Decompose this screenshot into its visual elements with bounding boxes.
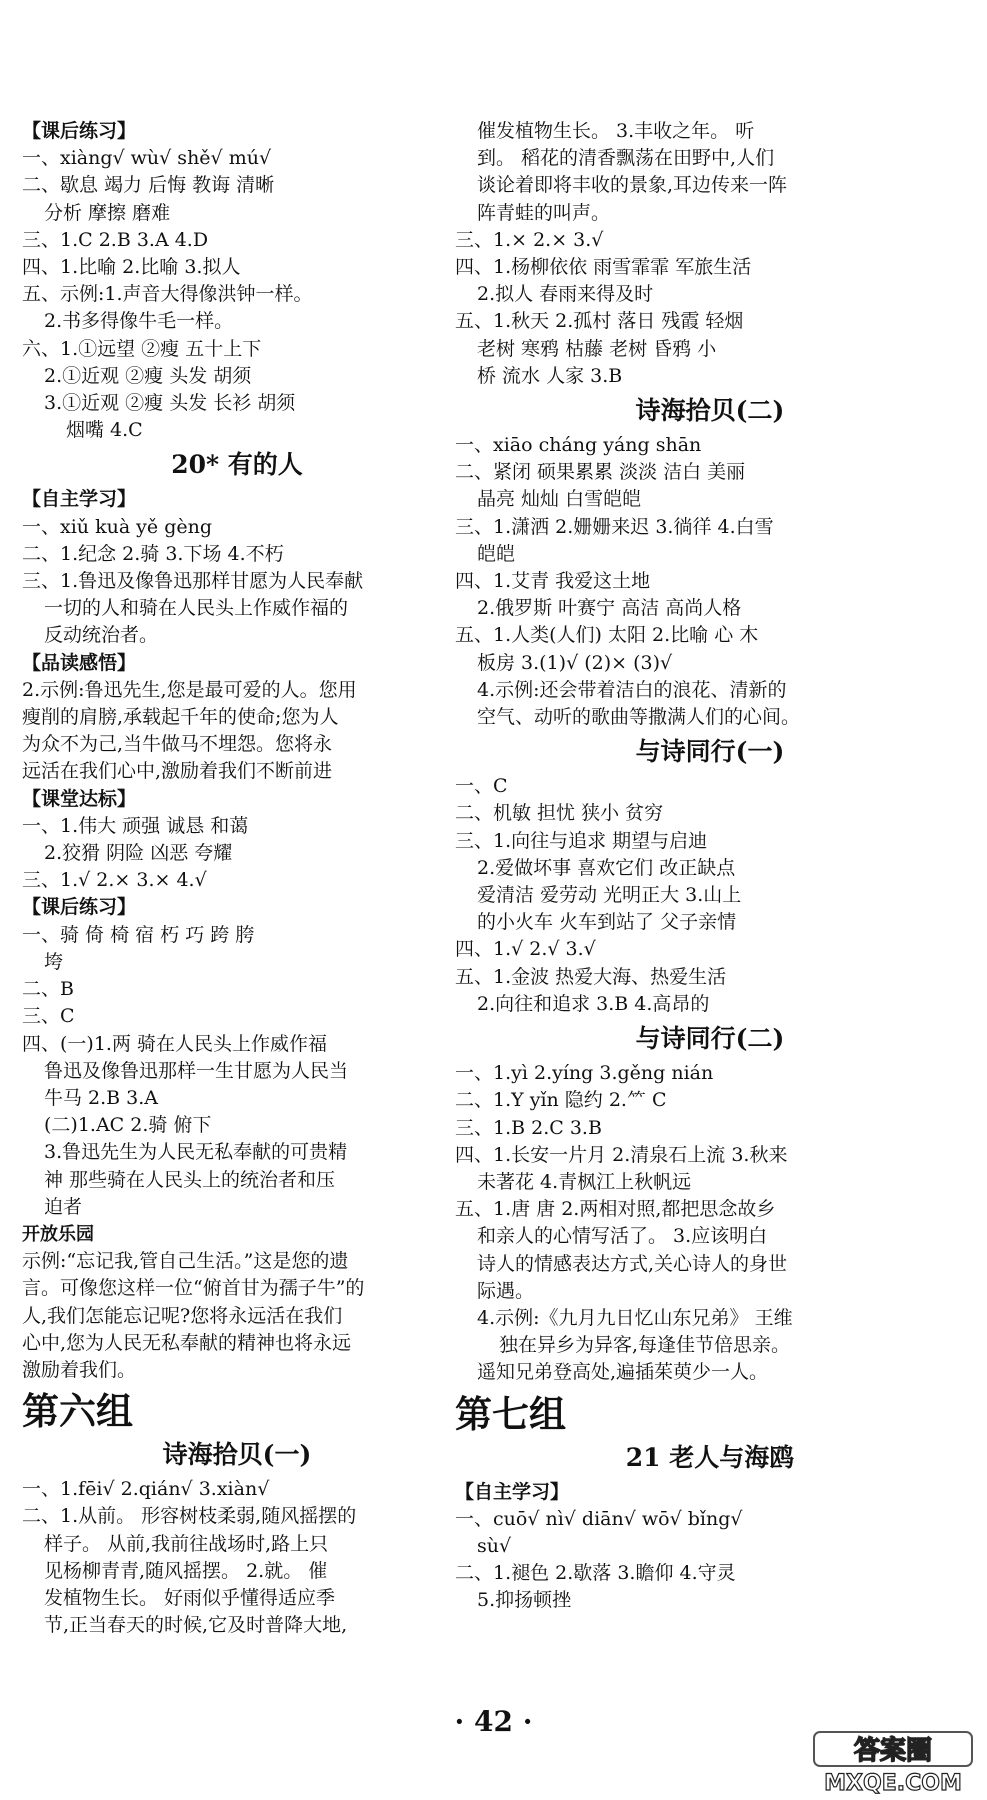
answer-line: 二、紧闭 硕果累累 淡淡 洁白 美丽 (455, 461, 746, 484)
left-column (22, 118, 452, 1639)
answer-line-indented: 3.①近观 ②瘦 头发 长衫 胡须 (44, 392, 296, 415)
answer-line: 示例:“忘记我,管自己生活。”这是您的遗 (22, 1250, 349, 1273)
answer-line-indented: 际遇。 (477, 1279, 535, 1302)
section-heading: 【自主学习】 (455, 1480, 570, 1503)
answer-line: 六、1.①远望 ②瘦 五十上下 (22, 337, 262, 360)
answer-line: 一、xiǔ kuà yě gèng (22, 515, 213, 538)
answer-line-indented: 阵青蛙的叫声。 (477, 201, 611, 224)
answer-line-indented: 诗人的情感表达方式,关心诗人的身世 (477, 1252, 788, 1275)
watermark-top-text: 答案圈 (853, 1736, 933, 1766)
answer-line-indented: 反动统治者。 (44, 624, 159, 647)
answer-line: 二、B (22, 978, 74, 1001)
section-heading: 【自主学习】 (22, 488, 137, 511)
answer-line-indented: 样子。 从前,我前往战场时,路上只 (44, 1532, 329, 1555)
watermark-bottom-text: MXQE.COM (824, 1771, 962, 1794)
section-heading: 开放乐园 (22, 1223, 94, 1245)
answer-line-indented: 2.向往和追求 3.B 4.高昂的 (477, 992, 710, 1015)
answer-line-indented: 见杨柳青青,随风摇摆。 2.就。 催 (44, 1559, 328, 1582)
answer-line-indented: 迫者 (44, 1195, 83, 1218)
answer-line: 二、1.褪色 2.歇落 3.瞻仰 4.守灵 (455, 1562, 736, 1585)
answer-line: 一、1.fēi√ 2.qián√ 3.xiàn√ (22, 1478, 270, 1501)
right-column (455, 118, 965, 1615)
answer-line: 三、1.× 2.× 3.√ (455, 228, 604, 251)
answer-line: 四、1.艾青 我爱这土地 (455, 570, 651, 593)
answer-line-indented: 独在异乡为异客,每逢佳节倍思亲。 (499, 1334, 791, 1357)
answer-line-indented: 垮 (44, 950, 64, 973)
answer-line: 为众不为己,当牛做马不埋怨。您将永 (22, 733, 333, 756)
answer-line-indented: 一切的人和骑在人民头上作威作福的 (44, 597, 349, 620)
answer-line: 二、歇息 竭力 后悔 教诲 清晰 (22, 174, 275, 197)
answer-line: 一、1.伟大 顽强 诚恳 和蔼 (22, 814, 249, 837)
answer-line-indented: 空气、动听的歌曲等撒满人们的心间。 (477, 706, 801, 729)
answer-line: 三、1.潇洒 2.姗姗来迟 3.徜徉 4.白雪 (455, 515, 774, 538)
answer-line-indented: 5.抑扬顿挫 (477, 1589, 572, 1612)
answer-line: 五、1.唐 唐 2.两相对照,都把思念故乡 (455, 1198, 776, 1221)
section-heading: 【课后练习】 (22, 120, 137, 142)
answer-line-indented: 遥知兄弟登高处,遍插茱萸少一人。 (477, 1361, 769, 1384)
answer-line: 三、1.C 2.B 3.A 4.D (22, 228, 209, 251)
answer-line-indented: 老树 寒鸦 枯藤 老树 昏鸦 小 (477, 337, 717, 360)
answer-line: 二、机敏 担忧 狭小 贫穷 (455, 802, 664, 825)
answer-line: 人,我们怎能忘记呢?您将永远活在我们 (22, 1304, 343, 1327)
lesson-title: 诗海拾贝(一) (162, 1440, 312, 1470)
lesson-title: 20* 有的人 (171, 450, 303, 480)
answer-line: 一、C (455, 775, 508, 798)
answer-line-indented: 2.书多得像牛毛一样。 (44, 310, 234, 333)
answer-line-indented: 神 那些骑在人民头上的统治者和压 (44, 1168, 336, 1191)
answer-line: 五、1.人类(人们) 太阳 2.比喻 心 木 (455, 624, 759, 647)
watermark-logo (808, 1730, 978, 1794)
answer-line: 五、1.金波 热爱大海、热爱生活 (455, 965, 727, 988)
answer-line-indented: 分析 摩擦 磨难 (44, 201, 171, 224)
answer-line-indented: 2.狡猾 阴险 凶恶 夸耀 (44, 842, 233, 865)
page-number: · 42 · (454, 1705, 533, 1738)
answer-line: 四、(一)1.两 骑在人民头上作威作福 (22, 1032, 327, 1055)
answer-line: 言。可像您这样一位“俯首甘为孺子牛”的 (22, 1277, 365, 1300)
answer-line-indented: 牛马 2.B 3.A (44, 1086, 159, 1109)
answer-line-indented: 未著花 4.青枫江上秋帆远 (477, 1170, 692, 1193)
answer-line-indented: 发植物生长。 好雨似乎懂得适应季 (44, 1586, 336, 1609)
answer-line-indented: 和亲人的心情写活了。 3.应该明白 (477, 1225, 768, 1248)
section-heading: 【课堂达标】 (22, 787, 137, 810)
answer-line-indented: 到。 稻花的清香飘荡在田野中,人们 (477, 147, 775, 170)
answer-line: 三、C (22, 1005, 75, 1028)
answer-line-indented: 烟嘴 4.C (66, 419, 143, 442)
answer-line-indented: 板房 3.(1)√ (2)× (3)√ (477, 651, 673, 674)
group-heading: 第七组 (455, 1392, 566, 1436)
answer-line: 二、1.纪念 2.骑 3.下场 4.不朽 (22, 542, 284, 565)
answer-line: 远活在我们心中,激励着我们不断前进 (22, 760, 333, 783)
answer-line-indented: 2.爱做坏事 喜欢它们 改正缺点 (477, 856, 736, 879)
lesson-title: 与诗同行(一) (635, 737, 785, 767)
answer-line-indented: sù√ (477, 1534, 512, 1557)
answer-line: 瘦削的肩膀,承载起千年的使命;您为人 (22, 706, 339, 729)
lesson-title: 21 老人与海鸥 (625, 1442, 795, 1472)
answer-line: 五、示例:1.声音大得像洪钟一样。 (22, 283, 313, 306)
answer-line-indented: (二)1.AC 2.骑 俯下 (44, 1114, 212, 1137)
answer-line-indented: 2.俄罗斯 叶赛宁 高洁 高尚人格 (477, 597, 742, 620)
answer-line: 二、1.Y yǐn 隐约 2.⺮ C (455, 1089, 667, 1112)
answer-line: 四、1.杨柳依依 雨雪霏霏 军旅生活 (455, 256, 752, 279)
answer-line-indented: 晶亮 灿灿 白雪皑皑 (477, 488, 642, 511)
answer-line-indented: 桥 流水 人家 3.B (477, 364, 623, 387)
answer-line-indented: 3.鲁迅先生为人民无私奉献的可贵精 (44, 1141, 348, 1164)
answer-line: 一、xiàng√ wù√ shě√ mú√ (22, 147, 272, 170)
answer-line-indented: 谈论着即将丰收的景象,耳边传来一阵 (477, 174, 788, 197)
group-heading: 第六组 (22, 1390, 133, 1434)
answer-line-indented: 节,正当春天的时候,它及时普降大地, (44, 1614, 348, 1637)
answer-line: 四、1.比喻 2.比喻 3.拟人 (22, 256, 241, 279)
answer-line: 激励着我们。 (22, 1358, 137, 1381)
answer-line-indented: 鲁迅及像鲁迅那样一生甘愿为人民当 (44, 1059, 349, 1082)
section-heading: 【品读感悟】 (22, 651, 137, 674)
section-heading: 【课后练习】 (22, 896, 137, 919)
answer-line-indented: 4.示例:《九月九日忆山东兄弟》 王维 (477, 1306, 793, 1329)
answer-line: 四、1.√ 2.√ 3.√ (455, 938, 596, 961)
answer-line: 一、骑 倚 椅 宿 朽 巧 跨 胯 (22, 923, 255, 946)
answer-line-indented: 爱清洁 爱劳动 光明正大 3.山上 (477, 884, 742, 907)
answer-line-indented: 催发植物生长。 3.丰收之年。 听 (477, 120, 755, 142)
answer-line: 四、1.长安一片月 2.清泉石上流 3.秋来 (455, 1143, 788, 1166)
answer-line: 一、xiāo cháng yáng shān (455, 434, 702, 457)
answer-line-indented: 2.①近观 ②瘦 头发 胡须 (44, 364, 252, 387)
answer-line-indented: 4.示例:还会带着洁白的浪花、清新的 (477, 678, 787, 701)
answer-line: 心中,您为人民无私奉献的精神也将永远 (22, 1331, 352, 1354)
lesson-title: 诗海拾贝(二) (635, 396, 785, 426)
answer-line: 二、1.从前。 形容树枝柔弱,随风摇摆的 (22, 1505, 357, 1528)
answer-line: 一、1.yì 2.yíng 3.gěng nián (455, 1062, 714, 1085)
answer-line: 三、1.向往与追求 期望与启迪 (455, 829, 708, 852)
answer-line: 三、1.√ 2.× 3.× 4.√ (22, 869, 207, 892)
answer-line: 2.示例:鲁迅先生,您是最可爱的人。您用 (22, 678, 357, 701)
lesson-title: 与诗同行(二) (635, 1024, 785, 1054)
answer-line-indented: 2.拟人 春雨来得及时 (477, 283, 654, 306)
answer-line: 五、1.秋天 2.孤村 落日 残霞 轻烟 (455, 310, 744, 333)
answer-line-indented: 的小火车 火车到站了 父子亲情 (477, 911, 737, 934)
answer-line: 一、cuō√ nì√ diān√ wō√ bǐng√ (455, 1507, 743, 1530)
answer-line: 三、1.鲁迅及像鲁迅那样甘愿为人民奉献 (22, 570, 364, 593)
answer-line-indented: 皑皑 (477, 542, 516, 565)
answer-line: 三、1.B 2.C 3.B (455, 1116, 602, 1139)
